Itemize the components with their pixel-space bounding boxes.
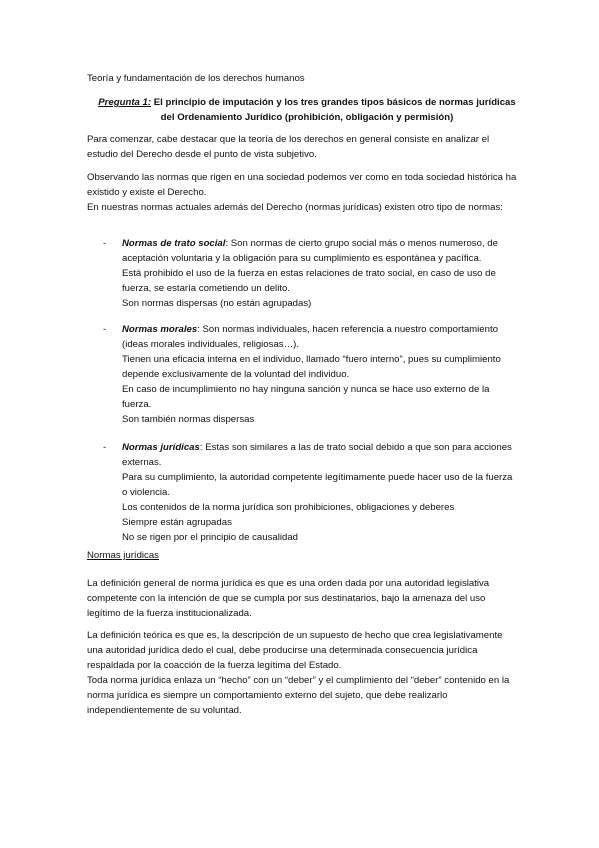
- question-label-colon: :: [147, 97, 152, 108]
- intro-paragraph-2a: Observando las normas que rigen en una sociedad podemos ver como en toda sociedad histórica ha existido y existe el Derecho.: [87, 172, 517, 198]
- list-dash: -: [103, 238, 107, 249]
- list-item: [87, 440, 519, 545]
- list-dash: -: [103, 324, 107, 335]
- norm-type-item-social: [87, 236, 519, 311]
- intro-paragraph-1: Para comenzar, cabe destacar que la teoría de los derechos en general consiste en analizar el estudio del Derecho desde el punto de vista subjetivo.: [87, 134, 490, 160]
- list-item-line: Siempre están agrupadas: [122, 517, 232, 528]
- intro-paragraph-2b: En nuestras normas actuales además del Derecho (normas jurídicas) existen otro tipo de normas:: [87, 202, 503, 213]
- list-item-line: Los contenidos de la norma jurídica son prohibiciones, obligaciones y deberes: [122, 502, 455, 513]
- question-title-text: El principio de imputación y los tres grandes tipos básicos de normas jurídicas: [153, 97, 516, 108]
- section-paragraph-2b: Toda norma jurídica enlaza un “hecho” con un “deber” y el cumplimiento del “deber” contenido en la norma jurídica es siempre un comportamiento externo del sujeto, que debe realizarlo independientemente de su voluntad.: [87, 675, 510, 716]
- section-paragraph-2a: La definición teórica es que es, la descripción de un supuesto de hecho que crea legislativamente una autoridad jurídica dedo el cual, debe producirse una determinada consecuencia jurídica respaldada por la coacción de la fuerza legítima del Estado.: [87, 630, 503, 671]
- norm-term: Normas de trato social: [122, 238, 226, 249]
- question-label: Pregunta 1: [98, 97, 148, 108]
- list-item-line: Son normas dispersas (no están agrupadas): [122, 298, 312, 309]
- list-item-line: Para su cumplimiento, la autoridad competente legítimamente puede hacer uso de la fuerza o violencia.: [122, 472, 513, 498]
- list-item-lead: [122, 236, 519, 266]
- list-item-line: Son también normas dispersas: [122, 414, 255, 425]
- norm-lead-text: : Son normas de cierto grupo social más o menos numeroso, de aceptación voluntaria y la obligación para su cumplimiento es espontánea y pacífica.: [122, 238, 498, 264]
- norm-type-item-juridica: [87, 440, 519, 545]
- list-item-line: Tienen una eficacia interna en el individuo, llamado “fuero interno”, pues su cumplimiento depende exclusivamente de la voluntad del individuo.: [122, 354, 501, 380]
- list-item: [87, 322, 519, 427]
- question-title-line-1: [87, 95, 527, 110]
- list-item-line: No se rigen por el principio de causalidad: [122, 532, 298, 543]
- list-item-lead: [122, 322, 519, 352]
- question-title-line-2: del Ordenamiento Jurídico (prohibición, obligación y permisión): [160, 112, 454, 123]
- list-item-line: Está prohibido el uso de la fuerza en estas relaciones de trato social, en caso de uso de fuerza, se estaría cometiendo un delito.: [122, 268, 496, 294]
- list-item-lead: [122, 440, 519, 470]
- norm-lead-text: : Son normas individuales, hacen referencia a nuestro comportamiento (ideas morales individuales, religiosas…).: [122, 324, 498, 350]
- section-heading: Normas jurídicas: [87, 550, 159, 561]
- norm-term: Normas jurídicas: [122, 442, 200, 453]
- list-item: [87, 236, 519, 311]
- list-item-line: En caso de incumplimiento no hay ninguna sanción y nunca se hace uso externo de la fuerza.: [122, 384, 490, 410]
- norm-lead-text: : Estas son similares a las de trato social debido a que son para acciones externas.: [122, 442, 512, 468]
- course-title: Teoría y fundamentación de los derechos humanos: [87, 73, 305, 84]
- section-paragraph-1: La definición general de norma jurídica es que es una orden dada por una autoridad legislativa competente con la intención de que se cumpla por sus destinatarios, bajo la amenaza del uso legítimo de la fuerza institucionalizada.: [87, 578, 490, 619]
- list-dash: -: [103, 442, 107, 453]
- norm-type-item-moral: [87, 322, 519, 427]
- norm-term: Normas morales: [122, 324, 198, 335]
- section-paragraph-2: [87, 628, 519, 718]
- intro-paragraph-2: [87, 170, 519, 215]
- question-title: [87, 95, 527, 125]
